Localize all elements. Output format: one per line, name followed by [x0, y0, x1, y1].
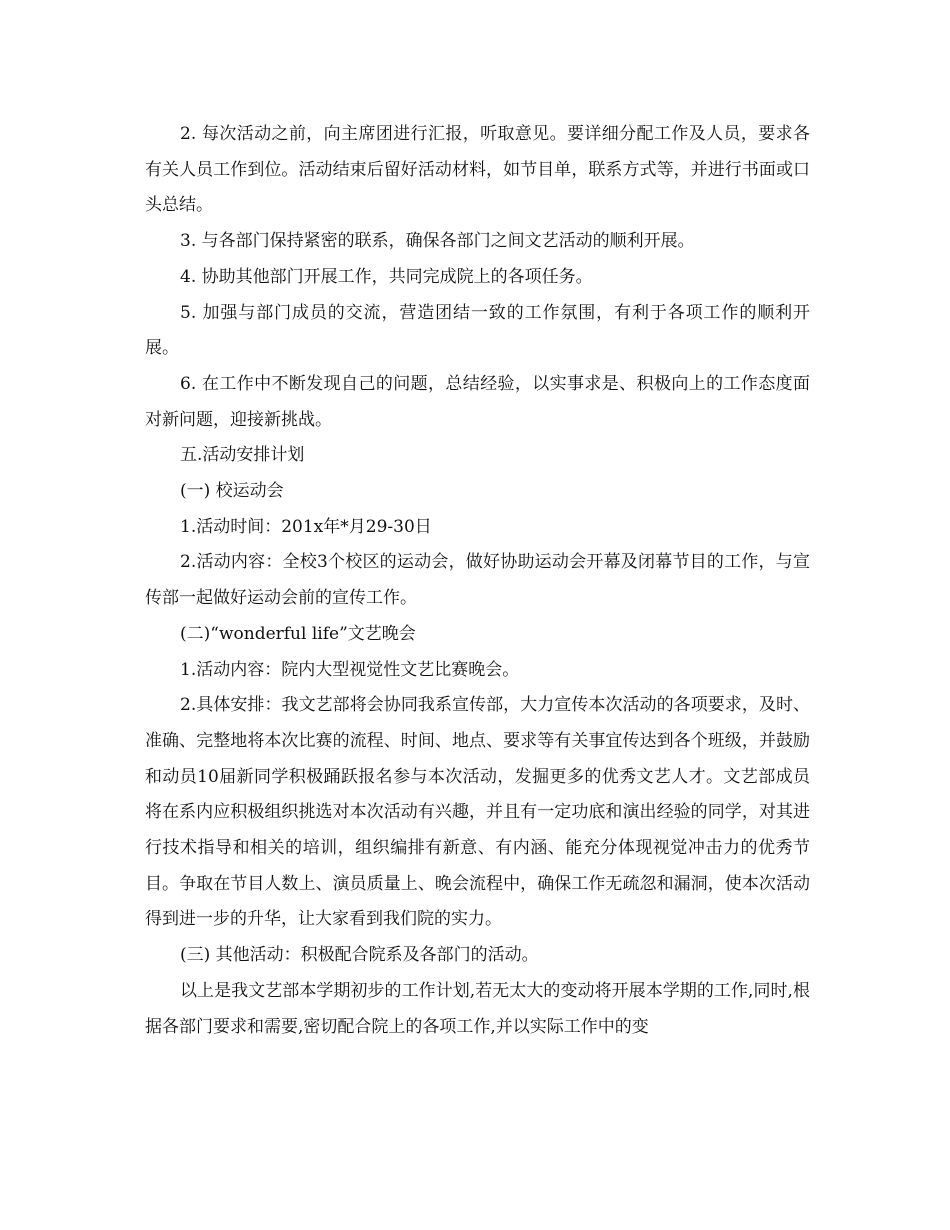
paragraph-item-6: 6. 在工作中不断发现自己的问题，总结经验，以实事求是、积极向上的工作态度面对新问题，迎接新挑战。 [145, 373, 810, 430]
paragraph-item-5: 5. 加强与部门成员的交流，营造团结一致的工作氛围，有利于各项工作的顺利开展。 [145, 302, 810, 359]
paragraph-item-2: 2. 每次活动之前，向主席团进行汇报，听取意见。要详细分配工作及人员，要求各有关人员工作到位。活动结束后留好活动材料，如节目单，联系方式等，并进行书面或口头总结。 [145, 124, 810, 216]
paragraph-item-3: 3. 与各部门保持紧密的联系，确保各部门之间文艺活动的顺利开展。 [180, 231, 695, 252]
sports-meet-content: 2.活动内容：全校3个校区的运动会，做好协助运动会开幕及闭幕节目的工作，与宣传部一起做好运动会前的宣传工作。 [145, 552, 810, 609]
document-body [145, 117, 810, 1045]
gala-content: 1.活动内容：院内大型视觉性文艺比赛晚会。 [180, 659, 520, 680]
subsection-heading-gala: (二)“wonderful life”文艺晚会 [180, 623, 416, 644]
closing-paragraph: 以上是我文艺部本学期初步的工作计划,若无太大的变动将开展本学期的工作,同时,根据各部门要求和需要,密切配合院上的各项工作,并以实际工作中的变 [145, 980, 810, 1037]
paragraph-item-4: 4. 协助其他部门开展工作，共同完成院上的各项任务。 [180, 266, 593, 287]
subsection-heading-other-activities: (三) 其他活动：积极配合院系及各部门的活动。 [180, 945, 539, 966]
sports-meet-time: 1.活动时间：201x年*月29-30日 [180, 516, 432, 537]
gala-arrangement: 2.具体安排：我文艺部将会协同我系宣传部，大力宣传本次活动的各项要求，及时、准确、完整地将本次比赛的流程、时间、地点、要求等有关事宜传达到各个班级，并鼓励和动员10届新同学积极踊跃报名参与本次活动，发掘更多的优秀文艺人才。文艺部成员将在系内应积极组织挑选对本次活动有兴趣，并且有一定功底和演出经验的同学，对其进行技术指导和相关的培训，组织编排有新意、有内涵、能充分体现视觉冲击力的优秀节目。争取在节目人数上、演员质量上、晚会流程中，确保工作无疏忽和漏洞，使本次活动得到进一步的升华，让大家看到我们院的实力。 [145, 695, 810, 930]
subsection-heading-sports-meet: (一) 校运动会 [180, 481, 284, 502]
section-heading-activity-plan: 五.活动安排计划 [180, 445, 305, 466]
